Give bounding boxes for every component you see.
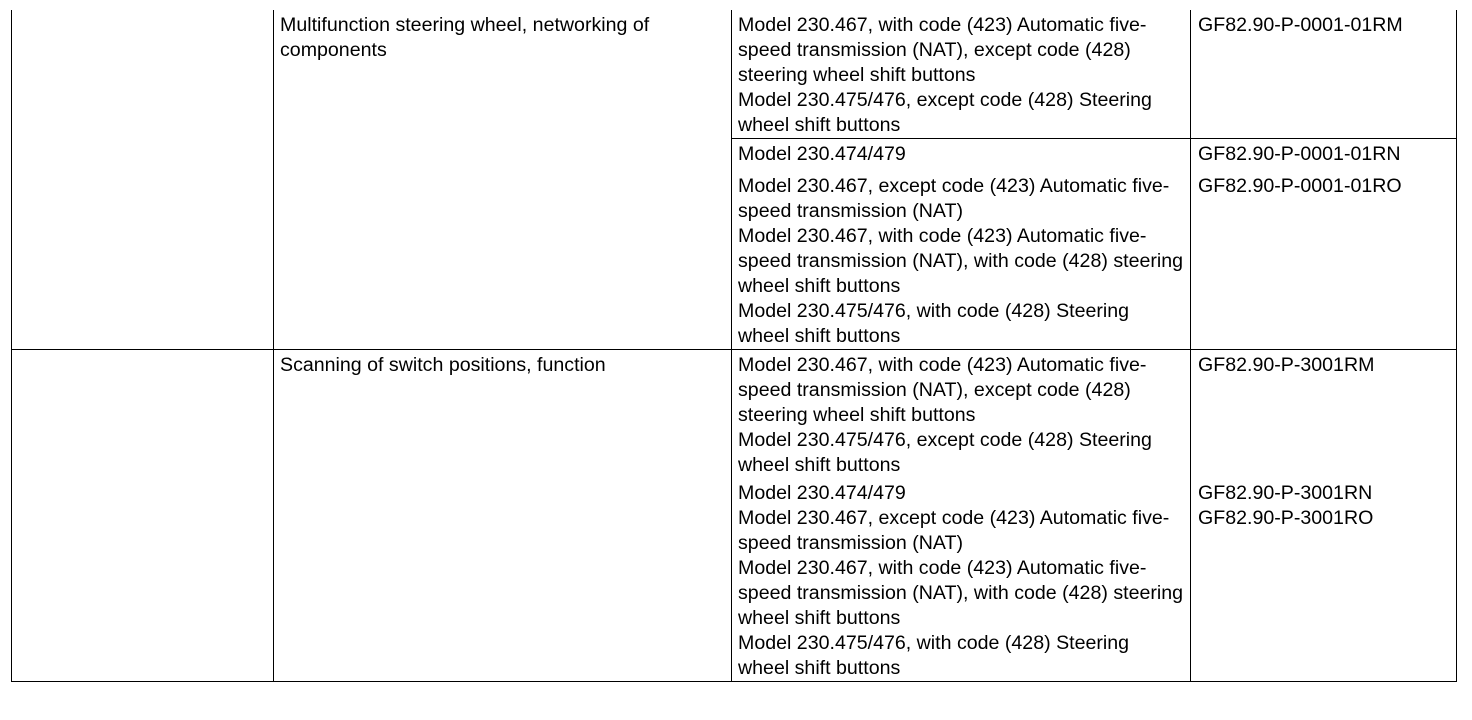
model-applicability-cell: Model 230.467, with code (423) Automatic five-speed transmission (NAT), except code (428) steering wheel shift buttons Model 230.475/476, except code (428) Steering wheel shift buttons xyxy=(732,350,1191,479)
category-cell xyxy=(12,350,274,682)
document-number-cell: GF82.90-P-3001RN GF82.90-P-3001RO xyxy=(1191,478,1457,682)
table-row xyxy=(12,350,1457,479)
document-number-cell: GF82.90-P-0001-01RM xyxy=(1191,10,1457,139)
model-applicability-cell: Model 230.467, except code (423) Automatic five-speed transmission (NAT) Model 230.467, with code (423) Automatic five-speed transmission (NAT), with code (428) steering wheel shift buttons Model 230.475/476, with code (428) Steering wheel shift buttons xyxy=(732,171,1191,350)
document-number-cell: GF82.90-P-0001-01RO xyxy=(1191,171,1457,350)
model-applicability-cell: Model 230.467, with code (423) Automatic five-speed transmission (NAT), except code (428) steering wheel shift buttons Model 230.475/476, except code (428) Steering wheel shift buttons xyxy=(732,10,1191,139)
document-number-cell: GF82.90-P-3001RM xyxy=(1191,350,1457,479)
function-title-cell: Scanning of switch positions, function xyxy=(274,350,732,682)
function-title-cell: Multifunction steering wheel, networking of components xyxy=(274,10,732,350)
model-applicability-cell: Model 230.474/479 xyxy=(732,139,1191,172)
table-row xyxy=(12,10,1457,139)
document-number-cell: GF82.90-P-0001-01RN xyxy=(1191,139,1457,172)
model-applicability-cell: Model 230.474/479 Model 230.467, except code (423) Automatic five-speed transmission (NAT) Model 230.467, with code (423) Automatic five-speed transmission (NAT), with code (428) steering wheel shift buttons Model 230.475/476, with code (428) Steering wheel shift buttons xyxy=(732,478,1191,682)
document-table xyxy=(11,10,1457,682)
category-cell xyxy=(12,10,274,350)
